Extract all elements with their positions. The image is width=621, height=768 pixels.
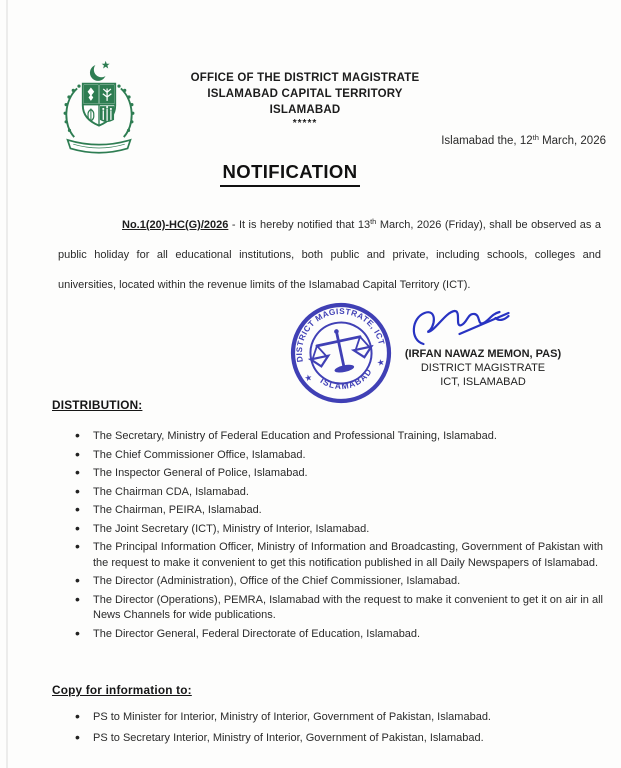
signatory-office: ICT, ISLAMABAD [440, 375, 526, 388]
list-item: • PS to Minister for Interior, Ministry of Interior, Government of Pakistan, Islamabad. [93, 710, 603, 726]
stamp-star-right-icon: ★ [376, 357, 386, 368]
signatory-name: (IRFAN NAWAZ MEMON, PAS) [404, 348, 562, 360]
scan-edge-artifact [6, 0, 8, 768]
issue-date: Islamabad the, 12th March, 2026 [441, 133, 606, 147]
list-item: • The Chairman, PEIRA, Islamabad. [93, 503, 603, 519]
signatory-block [392, 348, 574, 389]
document-title: NOTIFICATION [220, 161, 361, 187]
reference-number: No.1(20)-HC(G)/2026 [122, 219, 229, 231]
document-title-wrap [0, 161, 580, 187]
letterhead [110, 70, 500, 130]
signature-icon [404, 304, 516, 354]
list-item: • The Principal Information Officer, Ministry of Information and Broadcasting, Government of Pakistan with the request to make it convenient to get this notification published in all Daily Newspapers of Islamabad. [93, 540, 603, 571]
notification-body: No.1(20)-HC(G)/2026 - It is hereby notified that 13th March, 2026 (Friday), shall be observed as a public holiday for all educational institutions, both public and private, including schools, colleges and universities, located within the revenue limits of the Islamabad Capital Territory (ICT). [58, 217, 601, 291]
territory-line: ISLAMABAD CAPITAL TERRITORY [207, 88, 403, 100]
distribution-heading: DISTRIBUTION: [52, 398, 143, 412]
official-stamp-icon [273, 290, 408, 416]
list-item: • The Chief Commissioner Office, Islamabad. [93, 448, 603, 464]
distribution-list [93, 429, 603, 645]
list-item: • The Joint Secretary (ICT), Ministry of Interior, Islamabad. [93, 522, 603, 538]
list-item: • The Inspector General of Police, Islamabad. [93, 466, 603, 482]
list-item: • The Director (Administration), Office of the Chief Commissioner, Islamabad. [93, 574, 603, 590]
copy-info-heading: Copy for information to: [52, 683, 192, 697]
stamp-bottom-text: ISLAMABAD [318, 366, 375, 392]
separator-stars: ***** [292, 118, 318, 129]
copy-info-list [93, 710, 603, 752]
stamp-star-left-icon: ★ [304, 372, 313, 383]
list-item: • The Chairman CDA, Islamabad. [93, 485, 603, 501]
stamp-top-text: DISTRICT MAGISTRATE, ICT [294, 306, 387, 363]
city-line: ISLAMABAD [269, 104, 341, 116]
list-item: • The Secretary, Ministry of Federal Education and Professional Training, Islamabad. [93, 429, 603, 445]
signatory-designation: DISTRICT MAGISTRATE [420, 361, 546, 374]
list-item: • PS to Secretary Interior, Ministry of Interior, Government of Pakistan, Islamabad. [93, 731, 603, 747]
office-name-line: OFFICE OF THE DISTRICT MAGISTRATE [190, 72, 420, 84]
list-item: • The Director (Operations), PEMRA, Islamabad with the request to make it convenient to get it on air in all News Channels for wide publications. [93, 593, 603, 624]
list-item: • The Director General, Federal Directorate of Education, Islamabad. [93, 627, 603, 643]
